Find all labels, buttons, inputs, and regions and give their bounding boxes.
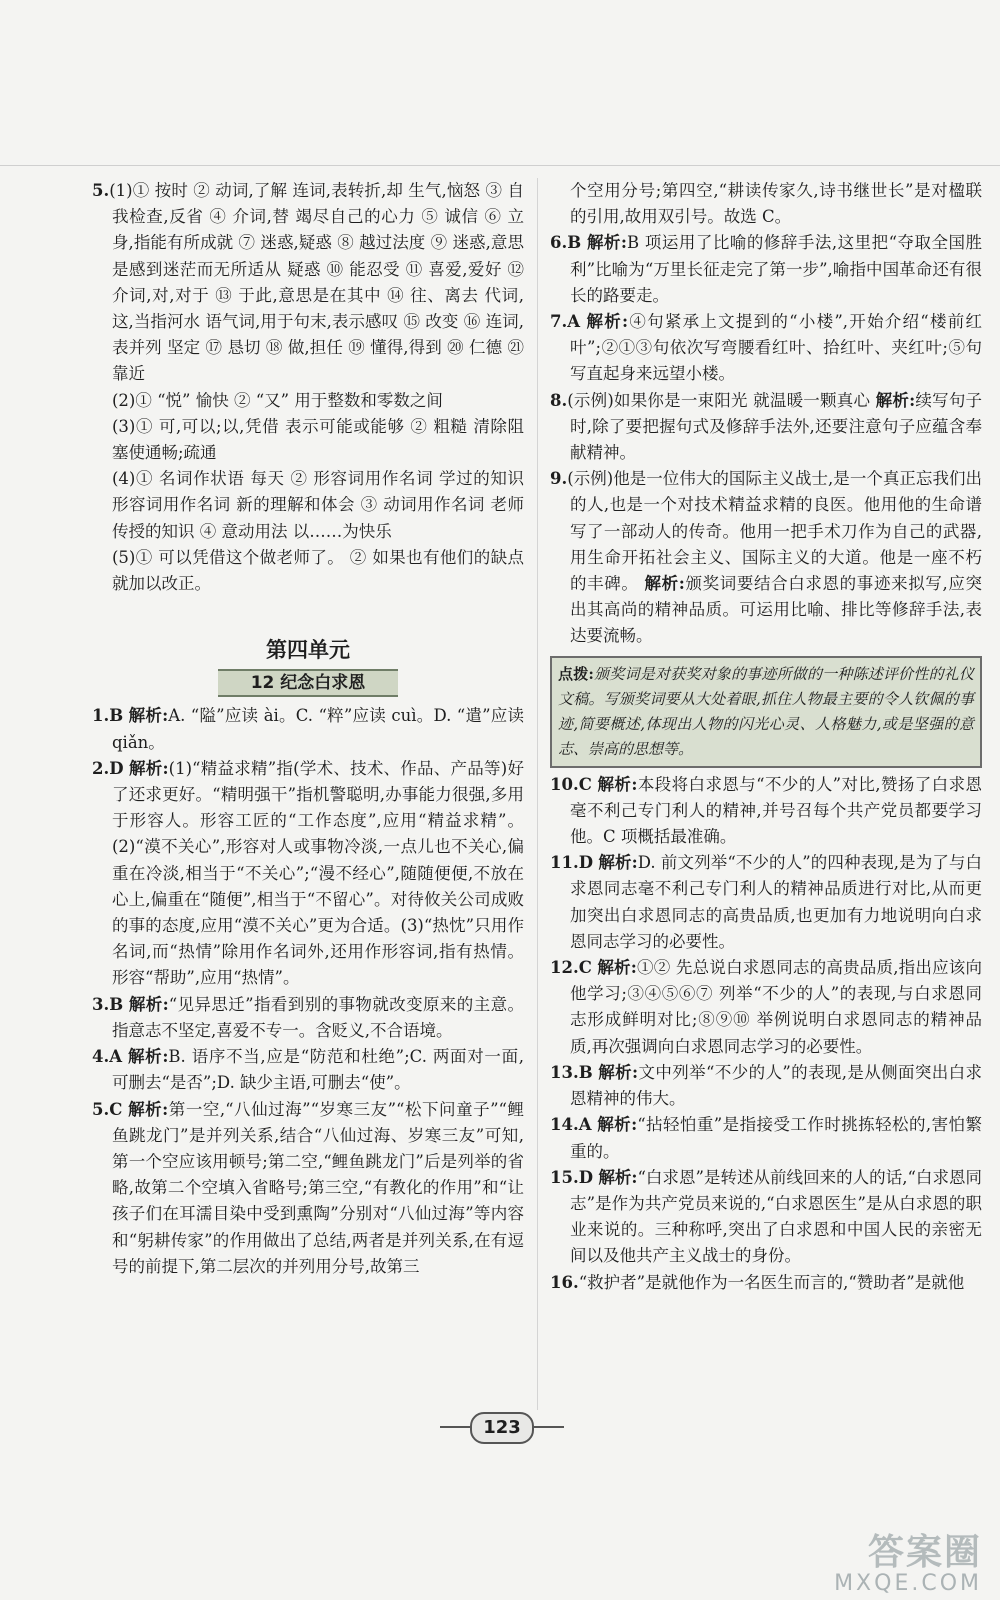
answer-choice: A — [578, 1115, 592, 1135]
answer-item — [92, 756, 524, 992]
answer-item — [92, 1097, 524, 1280]
watermark-text: 答案圈 — [867, 1532, 982, 1573]
answer-item — [550, 1112, 982, 1164]
analysis-text: ①② 先总说白求恩同志的高贵品质,指出应该向他学习;③④⑤⑥⑦ 列举“不少的人”的表现,与白求恩同志形成鲜明对比;⑧⑨⑩ 举例说明白求恩同志的精神品质,再次强调向白求恩同志学习的必要性。 — [570, 958, 982, 1056]
question-number: 16. — [550, 1272, 579, 1292]
answer-item — [92, 1044, 524, 1096]
watermark-url: MXQE.COM — [834, 1571, 982, 1596]
question-5-part-5: (5)① 可以凭借这个做老师了。 ② 如果也有他们的缺点就加以改正。 — [112, 547, 524, 594]
answer-choice: C — [109, 1099, 123, 1119]
top-rule — [0, 165, 1000, 166]
answer-choice: (示例) — [567, 469, 614, 489]
analysis-text: A. “隘”应读 ài。C. “粹”应读 cuì。D. “遣”应读 qiǎn。 — [112, 706, 525, 752]
column-divider — [537, 178, 538, 1410]
sample-answer: 如果你是一束阳光 就温暖一颗真心 — [613, 390, 871, 410]
answer-choice: B — [567, 233, 582, 253]
analysis-label: 解析: — [875, 390, 916, 410]
analysis-label: 解析: — [128, 994, 169, 1014]
answer-item — [92, 992, 524, 1044]
answer-choice: (示例) — [567, 390, 614, 410]
answer-item — [550, 309, 982, 388]
analysis-label: 解析: — [597, 774, 638, 794]
answer-item — [92, 703, 524, 755]
analysis-text: 文中列举“不少的人”的表现,是从侧面突出白求恩精神的伟大。 — [570, 1062, 982, 1109]
answer-choice: D — [109, 758, 124, 778]
question-number: 5. — [92, 181, 110, 200]
question-number: 13. — [550, 1062, 579, 1082]
tip-label: 点拨: — [558, 664, 594, 683]
answer-item — [550, 1165, 982, 1270]
question-number: 15. — [550, 1167, 579, 1187]
question-number: 4. — [92, 1047, 110, 1067]
question-number: 2. — [92, 758, 110, 778]
continued-text: 个空用分号;第四空,“耕读传家久,诗书继世长”是对楹联的引用,故用双引号。故选 C。 — [570, 181, 982, 227]
question-number: 8. — [550, 390, 568, 410]
sample-answer: 他是一位伟大的国际主义战士,是一个真正忘我们出的人,也是一个对技术精益求精的良医。他用他的生命谱写了一部动人的传奇。他用一把手术刀作为自己的武器,用生命开拓社会主义、国际主义的大道。他是一座不朽的丰碑。 — [570, 469, 982, 594]
analysis-label: 解析: — [598, 1167, 638, 1187]
analysis-label: 解析: — [598, 853, 638, 873]
analysis-label: 解析: — [644, 574, 685, 594]
answer-choice: D — [578, 853, 594, 873]
tip-box — [550, 656, 982, 768]
analysis-text: B 项运用了比喻的修辞手法,这里把“夺取全国胜利”比喻为“万里长征走完了第一步”,喻指中国革命还有很长的路要走。 — [570, 233, 982, 305]
question-number: 3. — [92, 994, 110, 1014]
analysis-label: 解析: — [128, 1099, 169, 1119]
question-number: 14. — [550, 1115, 579, 1135]
answer-item — [550, 466, 982, 649]
answer-choice: D — [578, 1167, 594, 1187]
lesson-title: 12 纪念白求恩 — [218, 669, 398, 697]
question-number: 6. — [550, 233, 568, 253]
answer-choice: C — [578, 958, 592, 978]
analysis-label: 解析: — [127, 1047, 169, 1067]
answer-choice: A — [109, 1047, 123, 1067]
analysis-text: “救护者”是就他作为一名医生而言的,“赞助者”是就他 — [578, 1272, 965, 1292]
answer-choice: A — [567, 312, 581, 332]
question-number: 5. — [92, 1099, 110, 1119]
question-number: 7. — [550, 312, 568, 332]
question-number: 12. — [550, 958, 579, 978]
analysis-text: “见异思迁”指看到别的事物就改变原来的主意。指意志不坚定,喜爱不专一。含贬义,不合语境。 — [112, 994, 524, 1040]
analysis-text: D. 前文列举“不少的人”的四种表现,是为了与白求恩同志毫不利己专门利人的精神品质进行对比,从而更加突出白求恩同志的高贵品质,也更加有力地说明向白求恩同志学习的必要性。 — [570, 853, 983, 951]
answer-item — [550, 388, 982, 467]
answer-item — [550, 1270, 982, 1296]
watermark-logo — [834, 1524, 982, 1596]
analysis-label: 解析: — [597, 1115, 638, 1135]
analysis-label: 解析: — [598, 1062, 639, 1082]
analysis-text: B. 语序不当,应是“防范和杜绝”;C. 两面对一面,可删去“是否”;D. 缺少主语,可删去“使”。 — [112, 1047, 525, 1093]
analysis-text: (1)“精益求精”指(学术、技术、作品、产品等)好了还求更好。“精明强干”指机警聪明,办事能力很强,多用于形容人。形容工匠的“工作态度”,应用“精益求精”。(2)“漠不关心”,形容对人或事物冷淡,一点儿也不关心,偏重在冷淡,相当于“不关心”;“漫不经心”,随随便便,不放在心上,偏重在“随便”,相当于“不留心”。对待攸关公司成败的事的态度,应用“漠不关心”更为合适。(3)“热忱”只用作名词,而“热情”除用作名词外,还用作形容词,指有热情。形容“帮助”,应用“热情”。 — [112, 758, 524, 988]
left-column — [92, 178, 524, 1280]
answer-item — [550, 772, 982, 851]
analysis-text: “拈轻怕重”是指接受工作时挑拣轻松的,害怕繁重的。 — [570, 1115, 982, 1161]
answer-choice: B — [109, 706, 124, 726]
analysis-label: 解析: — [128, 706, 169, 726]
answer-choice: C — [578, 774, 592, 794]
answer-choice: B — [109, 994, 124, 1014]
right-column — [550, 178, 982, 1296]
answer-item — [550, 850, 982, 955]
tip-text: 颁奖词是对获奖对象的事迹所做的一种陈述评价性的礼仪文稿。写颁奖词要从大处着眼,抓住人物最主要的令人钦佩的事迹,简要概述,体现出人物的闪光心灵、人格魅力,或是坚强的意志、崇高的思想等。 — [558, 664, 974, 758]
answer-choice: B — [578, 1062, 593, 1082]
answer-item — [550, 1060, 982, 1112]
analysis-text: 续写句子时,除了要把握句式及修辞手法外,还要注意句子应蕴含奉献精神。 — [570, 390, 983, 463]
analysis-text: 本段将白求恩与“不少的人”对比,赞扬了白求恩毫不利己专门利人的精神,并号召每个共产党员都要学习他。C 项概括最准确。 — [570, 774, 982, 847]
question-5-part-4: (4)① 名词作状语 每天 ② 形容词用作名词 学过的知识 形容词用作名词 新的理解和体会 ③ 动词用作名词 老师传授的知识 ④ 意动用法 以……为快乐 — [112, 469, 524, 541]
unit-title: 第四单元 — [266, 638, 350, 663]
question-number: 9. — [550, 469, 568, 489]
analysis-text: 第一空,“八仙过海”“岁寒三友”“松下问童子”“鲤鱼跳龙门”是并列关系,结合“八仙过海、岁寒三友”可知,第一个空应该用顿号;第二空,“鲤鱼跳龙门”后是列举的省略,故第二个空填入省略号;第三空,“有教化的作用”和“让孩子们在耳濡目染中受到熏陶”分别对“八仙过海”等内容和“躬耕传家”的作用做出了总结,两者是并列关系,在有逗号的前提下,第二层次的并列用分号,故第三 — [112, 1099, 524, 1276]
analysis-label: 解析: — [129, 758, 169, 778]
question-number: 10. — [550, 774, 579, 794]
question-5-part-3: (3)① 可,可以;以,凭借 表示可能或能够 ② 粗糙 清除阻塞使通畅;疏通 — [112, 416, 524, 463]
page-number: 123 — [470, 1412, 534, 1444]
analysis-text: ④句紧承上文提到的“小楼”,开始介绍“楼前红叶”;②①③句依次写弯腰看红叶、拾红叶、夹红叶;⑤句写直起身来远望小楼。 — [570, 312, 982, 384]
analysis-label: 解析: — [586, 233, 628, 253]
analysis-label: 解析: — [586, 312, 629, 332]
answer-item — [550, 955, 982, 1060]
answer-item — [550, 230, 982, 309]
question-number: 1. — [92, 706, 110, 726]
analysis-label: 解析: — [597, 958, 637, 978]
question-5-vocab — [92, 178, 524, 388]
analysis-text: “白求恩”是转述从前线回来的人的话,“白求恩同志”是作为共产党员来说的,“白求恩医生”是从白求恩的职业来说的。三种称呼,突出了白求恩和中国人民的亲密无间以及他共产主义战士的身份。 — [570, 1167, 982, 1266]
question-5-part-1: (1)① 按时 ② 动词,了解 连词,表转折,却 生气,恼怒 ③ 自我检查,反省 ④ 介词,替 竭尽自己的心力 ⑤ 诚信 ⑥ 立身,指能有所成就 ⑦ 迷惑,疑惑 ⑧ 越过法度 ⑨ 迷惑,意思是感到迷茫而无所适从 疑惑 ⑩ 能忍受 ⑪ 喜爱,爱好 ⑫ 介词,对,对于 ⑬ 于此,意思是在其中 ⑭ 往、离去 代词,这,当指河水 语气词,用于句末,表示感叹 ⑮ 改变 ⑯ 连词,表并列 坚定 ⑰ 恳切 ⑱ 做,担任 ⑲ 懂得,得到 ⑳ 仁德 ㉑ 靠近 — [109, 181, 524, 384]
question-number: 11. — [550, 853, 579, 873]
question-5-part-2: (2)① “悦” 愉快 ② “又” 用于整数和零数之间 — [112, 390, 443, 410]
analysis-text: 颁奖词要结合白求恩的事迹来拟写,应突出其高尚的精神品质。可运用比喻、排比等修辞手法,表达要流畅。 — [570, 574, 983, 646]
